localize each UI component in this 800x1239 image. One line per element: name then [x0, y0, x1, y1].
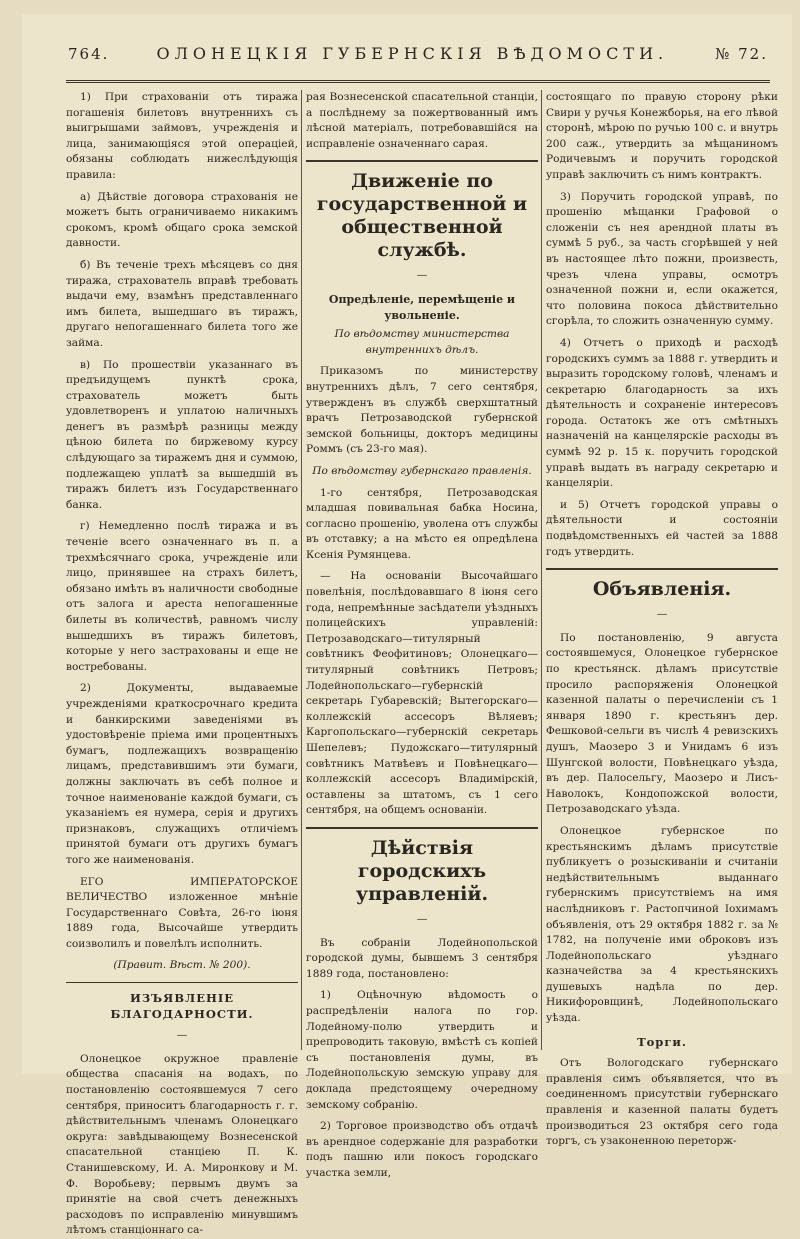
paragraph: 1) Оцѣночную вѣдомость о распредѣленіи налога по гор. Лодейному-полю утвердить и препроводить таковую, вмѣстѣ съ копіей съ постановленія думы, въ Лодейнопольскую земскую управу для доклада предстоящему очередному земскому собранію.	[306, 989, 538, 1111]
paragraph: и 5) Отчетъ городской управы о дѣятельности и состояніи подвѣдомственныхъ ей частей за 1888 годъ утвердить.	[546, 498, 778, 558]
column-2	[306, 90, 538, 1179]
paragraph: Олонецкое губернское по крестьянскимъ дѣламъ присутствіе публикуетъ о розыскиваніи и считаніи недѣйствительнымъ выданнаго губернскимъ присутствіемъ на имя наслѣдниковъ г. Растопчиной Іохимамъ объявленія, отъ 29 октября 1882 г. за № 1782, на полученіе ими оброковъ изъ Лодейнопольскаго уѣзднаго казначейства за 4 крестьянскихъ душевыхъ надѣла по дер. Никифоровщинѣ, Лодейнопольскаго уѣзда.	[546, 824, 778, 1025]
paragraph: Олонецкое окружное правленіе общества спасанія на водахъ, по постановленію состоявшемуся 7 сего сентября, приноситъ благодарность г. г. дѣйствительнымъ членамъ Олонецкаго округа: завѣдывающему Вознесенской спасательной станціею П. К. Станишевскому, И. А. Миронкову и М. Ф. Воробьеву; первымъ двумъ за принятіе на свой счетъ денежныхъ расходовъ по исправленію минувшимъ лѣтомъ станціоннаго са-	[66, 1052, 298, 1237]
paragraph: а) Дѣйствіе договора страхованія не можетъ быть ограничиваемо никакимъ срокомъ, кромѣ общаго срока земской давности.	[66, 190, 298, 250]
section-heading: Движеніе по государственной и общественной службѣ.	[316, 170, 528, 262]
dash-separator: —	[656, 608, 668, 621]
dash-separator: —	[176, 1029, 188, 1042]
paragraph: 3) Поручить городской управѣ, по прошенію мѣщанки Графовой о сложеніи съ нея арендной платы въ суммѣ 5 руб., за часть сгорѣвшей у ней въ настоящее лѣто пожни, произвесть, чрезъ члена управы, осмотръ означенной пожни и, если окажется, что половина покоса дѣйствительно сгорѣла, то сложить означенную сумму.	[546, 190, 778, 328]
issue-number: № 72.	[715, 45, 768, 63]
section-heading: ИЗЪЯВЛЕНІЕ БЛАГОДАРНОСТИ.	[110, 991, 254, 1021]
section-heading: Торги.	[637, 1034, 687, 1049]
paragraph: 4) Отчетъ о приходѣ и расходѣ городскихъ суммъ за 1888 г. утвердить и выразить городскому головѣ, членамъ и секретарю благодарность за ихъ дѣятельность и сохраненіе интересовъ города. Остатокъ же отъ смѣтныхъ назначеній на канцелярскіе расходы въ суммѣ 92 р. 15 к. поручить городской управѣ выдать въ награду секретарю и канцеляріи.	[546, 336, 778, 490]
column-1	[66, 90, 298, 1237]
column-divider	[541, 90, 542, 1050]
dash-separator: —	[416, 269, 428, 282]
subsection-heading: Опредѣленіе, перемѣщеніе и увольненіе.	[328, 292, 516, 322]
section-heading: Дѣйствія городскихъ управленій.	[355, 836, 489, 905]
newspaper-title: ОЛОНЕЦКІЯ ГУБЕРНСКІЯ ВѢДОМОСТИ.	[156, 44, 669, 63]
section-divider	[306, 160, 538, 162]
running-head	[68, 44, 768, 74]
paragraph: — На основаніи Высочайшаго повелѣнія, послѣдовавшаго 8 іюня сего года, непремѣнные засѣдатели уѣздныхъ полицейскихъ управленій: Петрозаводскаго—титулярный совѣтникъ Феофитиновъ; Олонецкаго—титулярный совѣтникъ Петровъ; Лодейнопольскаго—губернскій секретарь Губаревскій; Вытегорскаго—коллежскій ассесоръ Вѣляевъ; Каргопольскаго—губернскій секретарь Шепелевъ; Пудожскаго—титулярный совѣтникъ Матвѣевъ и Повѣнецкаго—коллежскій ассесоръ Владимірскій, оставлены за штатомъ, съ 1 сего сентября, на общемъ основаніи.	[306, 570, 538, 817]
column-divider	[301, 90, 302, 1050]
paragraph: б) Въ теченіе трехъ мѣсяцевъ со дня тиража, страхователь вправѣ требовать выдачи ему, взамѣнъ представленнаго имъ билета, вышедшаго въ тиражъ, другаго непогашеннаго билета того же займа.	[66, 258, 298, 349]
paragraph: 2) Документы, выдаваемые учрежденіями краткосрочнаго кредита и банкирскими заведеніями въ удостовѣреніе пріема ими процентныхъ бумагъ, подлежащихъ возвращенію лицамъ, представившимъ эти бумаги, должны заключать въ себѣ полное и точное наименованіе каждой бумаги, съ указаніемъ ея нумера, серія и другихъ признаковъ, служащихъ отличіемъ принятой бумаги отъ другихъ бумагъ того же наименованія.	[66, 682, 298, 866]
paragraph: г) Немедленно послѣ тиража и въ теченіе всего означеннаго въ п. а трехмѣсячнаго срока, учрежденіе или лицо, принявшее на страхъ билетъ, обязано имѣть въ наличности свободные отъ залога и ареста непогашенные билеты въ количествѣ, равномъ числу вышедшихъ въ тиражъ билетовъ, которые у него застрахованы и еще не востребованы.	[66, 520, 298, 673]
section-heading: Объявленія.	[592, 578, 732, 601]
paragraph: Приказомъ по министерству внутреннихъ дѣлъ, 7 сего сентября, утвержденъ въ службѣ сверхштатный врачъ Петрозаводской губернской земской больницы, докторъ медицины Роммъ (съ 23-го мая).	[306, 365, 538, 456]
paragraph: Отъ Вологодскаго губернскаго правленія симъ объявляется, что въ соединенномъ присутствіи губернскаго правленія и казенной палаты будетъ производиться 23 октября сего года торгъ, съ узаконенною переторж-	[546, 1057, 778, 1148]
section-divider	[306, 827, 538, 829]
source-citation: (Правит. Вѣст. № 200).	[113, 959, 251, 972]
header-rule	[66, 80, 770, 83]
paragraph: 2) Торговое производство объ отдачѣ въ арендное содержаніе для разработки подъ пашню или покосъ городскаго участка земли,	[306, 1120, 538, 1179]
paragraph: состоящаго по правую сторону рѣки Свири у ручья Конежборья, на его лѣвой сторонѣ, мѣрою по ручью 100 с. и внутрь 200 саж., утвердить за мѣщаниномъ Родичевымъ и поручить городской управѣ заключить съ нимъ контрактъ.	[546, 91, 778, 181]
paragraph: Въ собраніи Лодейнопольской городской думы, бывшемъ 3 сентября 1889 года, постановлено:	[306, 936, 538, 980]
paragraph: 1) При страхованіи отъ тиража погашенія билетовъ внутреннихъ съ выигрышами займовъ, учрежденія и лица, занимающіяся этой операціей, обязаны соблюдать нижеслѣдующія правила:	[66, 91, 298, 181]
paragraph: в) По прошествіи указаннаго въ предъидущемъ пунктѣ срока, страхователь можетъ быть удовлетворенъ и уплатою наличныхъ денегъ въ размѣрѣ разницы между цѣною билета по биржевому курсу слѣдующаго за тиражемъ дня и суммою, подлежащею уплатѣ за вышедшій въ тиражъ билетъ изъ Государственнаго банка.	[66, 358, 298, 511]
paragraph: рая Вознесенской спасательной станціи, а послѣднему за пожертвованный имъ лѣсной матеріалъ, потребовавшійся на исправленіе означеннаго сарая.	[306, 91, 538, 150]
section-divider	[546, 568, 778, 570]
department-line: По вѣдомству губернскаго правленія.	[312, 464, 532, 477]
section-divider	[66, 982, 298, 983]
dash-separator: —	[416, 912, 428, 925]
column-3	[546, 90, 778, 1148]
page-number: 764.	[68, 45, 110, 63]
department-line: По вѣдомству министерства внутреннихъ дѣлъ.	[334, 328, 510, 356]
paragraph: По постановленію, 9 августа состоявшемуся, Олонецкое губернское по крестьянск. дѣламъ присутствіе просило распоряженія Олонецкой казенной палаты о перечисленіи съ 1 января 1890 г. крестьянъ дер. Фешковой-сельги въ числѣ 4 ревизскихъ душъ, Маозеро 3 и Унидамъ 6 изъ Шунгской волости, Повѣнецкаго уѣзда, въ дер. Палосельгу, Маозеро и Лисъ-Наволокъ, Кондопожской волости, Петрозаводскаго уѣзда.	[546, 631, 778, 816]
paragraph: ЕГО ИМПЕРАТОРСКОЕ ВЕЛИЧЕСТВО изложенное мнѣніе Государственнаго Совѣта, 26-го іюня 1889 года, Высочайше утвердить соизволилъ и повелѣлъ исполнить.	[66, 875, 298, 950]
paragraph: 1-го сентября, Петрозаводская младшая повивальная бабка Носина, согласно прошенію, уволена отъ службы въ отставку; а на мѣсто ея опредѣлена Ксенія Румянцева.	[306, 486, 538, 561]
